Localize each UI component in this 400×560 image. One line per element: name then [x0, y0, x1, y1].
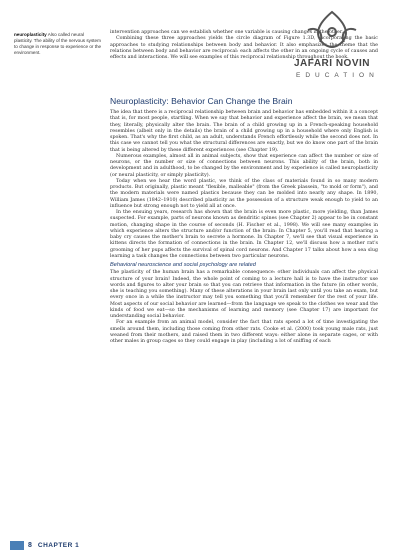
paragraph: For an example from an animal model, consider the fact that rats spend a lot of time investigating the smells around them, including those coming from other rats. Cooke et al. (2000) took young male rats, just weaned from their mothers, and raised them in two different ways: either alone in separate cages, or with other males in group cages so they could engage in play (including a lot of sniffing of each: [110, 320, 378, 344]
glossary-definition: Also called neural plasticity. The ability of the nervous system to change in response to experience or the environment.: [14, 32, 102, 55]
ornament-icon: [272, 4, 392, 60]
footer-color-bar: [10, 541, 24, 550]
page-number: 8: [28, 542, 32, 549]
chapter-label: CHAPTER 1: [37, 542, 80, 549]
glossary-note: [14, 32, 102, 56]
paragraph: The idea that there is a reciprocal relationship between brain and behavior has embedded within it a concept that is, for most people, startling. When we say that behavior and experience affect the brain, we mean that they, literally, physically alter the brain. The brain of a child growing up in a French-speaking household resembles (albeit only in the details) the brain of a child growing up in a household where only English is spoken. That's why the first child, as an adult, understands French effortlessly while the second does not. In this case we cannot tell you what the structural differences are exactly, but we do know one part of the brain that is being altered by these different experiences (see Chapter 19).: [110, 110, 378, 153]
paragraph: Today when we hear the word plastic, we think of the class of materials found in so many modern products. But originally, plastic meant "flexible, malleable" (from the Greek plassein, "to mold or form"), and the modern materials were named plastics because they can be molded into nearly any shape. In 1890, William James (1842–1910) described plasticity as the possession of a structure weak enough to yield to an influence but strong enough not to yield all at once.: [110, 178, 378, 209]
main-text: [110, 110, 378, 345]
watermark-name: JAFARI NOVIN: [294, 58, 371, 69]
paragraph: Numerous examples, almost all in animal subjects, show that experience can affect the number or size of neurons, or the number or size of connections between neurons. This ability of the brain, both in development and in adulthood, to be changed by the environment and by experience is called neuroplasticity (or neural plasticity, or simply plasticity).: [110, 153, 378, 178]
watermark-subtitle: EDUCATION: [296, 72, 379, 79]
paragraph: In the ensuing years, research has shown that the brain is even more plastic, more yielding, than James suspected. For example, parts of neurons known as dendritic spines (see Chapter 2) appear to be in constant motion, changing shape in the course of seconds (H. Fischer et al., 1998). We will see many examples in which experience alters the structure and/or function of the brain: In Chapter 5, you'll read that hearing a baby cry causes the mother's brain to secrete a hormone. In Chapter 7, we'll see that visual experience in kittens directs the formation of connections in the brain. In Chapter 12, we'll discuss how a mother rat's grooming of her pups affects the survival of spinal cord neurons. And Chapter 17 talks about how a sea slug learning a task changes the connections between two particular neurons.: [110, 210, 378, 259]
page-footer: [10, 541, 79, 550]
subsection-heading: Behavioral neuroscience and social psychology are related: [110, 262, 256, 268]
intro-paragraph-2: Combining these three approaches yields the circle diagram of Figure 1.3D, incorporating the basic approaches to studying relationships between body and behavior. It also emphasizes the theme that the relations between body and behavior are reciprocal: each affects the other in an ongoing cycle of causes and effects and interactions. We will see examples of this reciprocal relationship throughout the book.: [110, 36, 378, 60]
glossary-term: neuroplasticity: [14, 32, 47, 37]
intro-paragraph-1: intervention approaches can we establish whether one variable is causing changes in the other.: [110, 30, 344, 35]
section-heading: Neuroplasticity: Behavior Can Change the Brain: [110, 96, 293, 106]
paragraph: The plasticity of the human brain has a remarkable consequence: other individuals can affect the physical structure of your brain! Indeed, the whole point of coming to a lecture hall is to have the instructor use words and figures to alter your brain so that you can retrieve that information in the future (in other words, she is teaching you something). Many of these alterations in your brain last only until you take an exam, but every once in a while the instructor may tell you something that you'll remember for the rest of your life. Most aspects of our social behavior are learned—from the language we speak to the clothes we wear and the kinds of food we eat—so the mechanisms of learning and memory (see Chapter 17) are important for understanding social behavior.: [110, 270, 378, 319]
